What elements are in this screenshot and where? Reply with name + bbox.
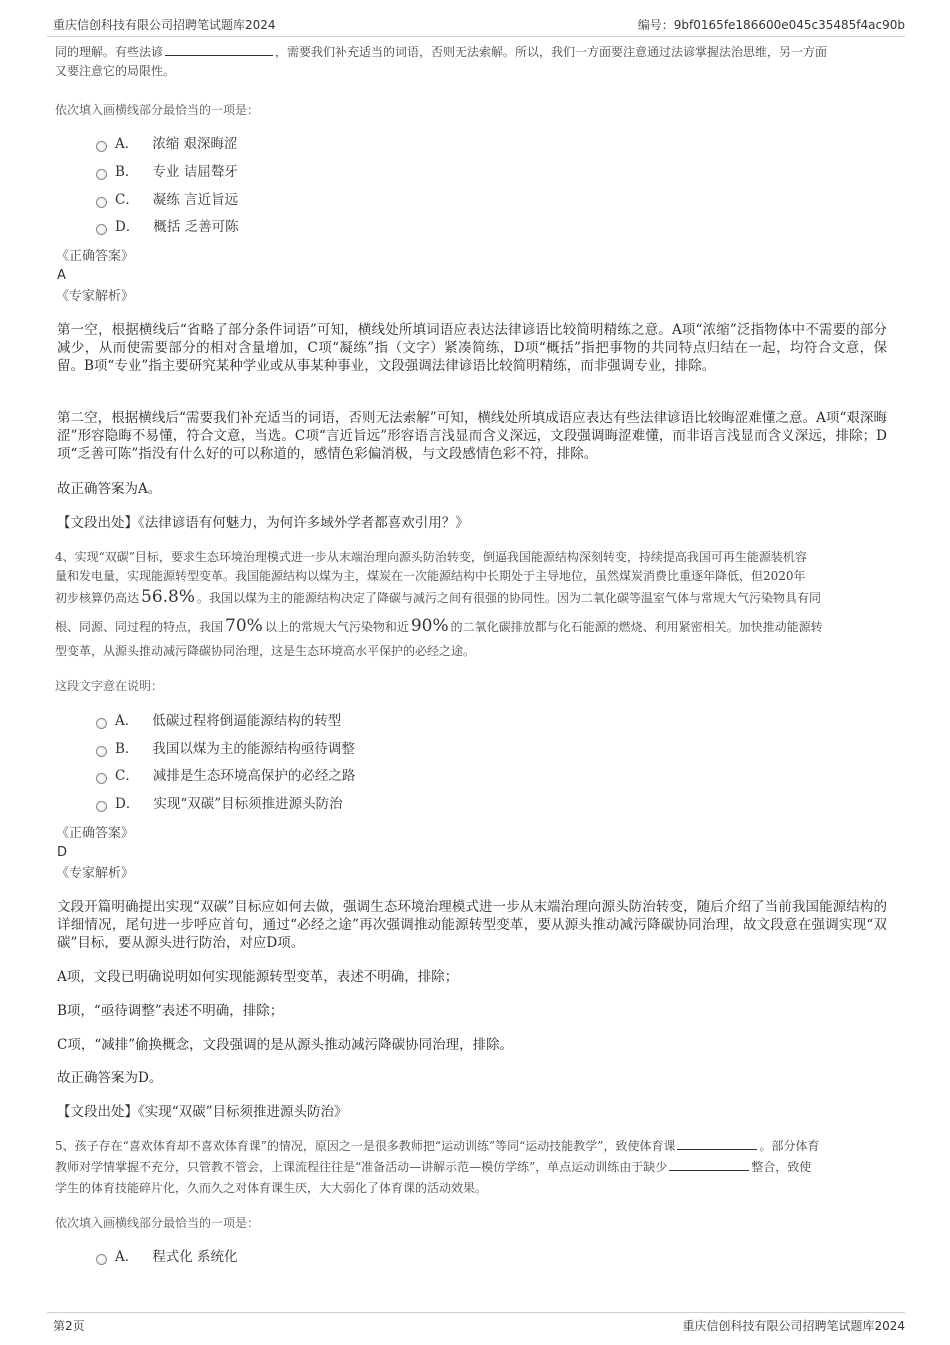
q4-option-d[interactable]: D． 实现“双碳”目标须推进源头防治	[96, 795, 343, 813]
q4-option-a[interactable]: A． 低碳过程将倒逼能源结构的转型	[96, 712, 341, 730]
q5-stem-line3: 学生的体育技能碎片化，久而久之对体育课生厌，大大弱化了体育课的活动效果。	[55, 1181, 488, 1195]
q3-analysis-para-1: 第一空，根据横线后“省略了部分条件词语”可知，横线处所填词语应表达法律谚语比较简明精练之意。A项“浓缩”泛指物体中不需要的部分减少，从而使需要部分的相对含量增加，C项“凝练”指（文字）紧凑简练，D项“概括”指把事物的共同特点归结在一起，均符合文意，保留。B项“专业”指主要研究某种学业或从事某种事业，文段强调法律谚语比较简明精练，而非强调专业，排除。	[57, 322, 887, 374]
figure-coal-share: 56.8%	[141, 587, 196, 607]
q3-analysis-label: 《专家解析》	[56, 289, 135, 304]
q5-stem-line2: 教师对学情掌握不充分，只管教不管会，上课流程往往是“准备活动—讲解示范—模仿学练”，单点运动训练由于缺少 整合，致使	[55, 1160, 812, 1174]
q4-answer: D	[57, 845, 68, 860]
figure-co2-share: 90%	[410, 616, 449, 636]
q3-prompt: 依次填入画横线部分最恰当的一项是：	[55, 103, 260, 117]
q4-stem-line5: 型变革，从源头推动减污降碳协同治理，这是生态环境高水平保护的必经之途。	[55, 644, 476, 658]
footer-page-number: 第2页	[53, 1319, 85, 1333]
q4-stem-line3: 初步核算仍高达 56.8% 。我国以煤为主的能源结构决定了降碳与减污之间有很强的协同性。因为二氧化碳等温室气体与常规大气污染物具有同	[55, 587, 822, 607]
fill-blank-2	[669, 1158, 749, 1171]
q4-stem-line4: 根、同源、同过程的特点，我国 70% 以上的常规大气污染物和近 90% 的二氧化碳排放都与化石能源的燃烧、利用紧密相关。加快推动能源转	[55, 616, 823, 636]
q4-stem-line2: 量和发电量，实现能源转型变革。我国能源结构以煤为主，煤炭在一次能源结构中长期处于主导地位，虽然煤炭消费比重逐年降低，但2020年	[55, 569, 806, 583]
q3-answer-label: 《正确答案》	[56, 249, 135, 264]
radio-icon[interactable]	[96, 169, 107, 180]
radio-icon[interactable]	[96, 773, 107, 784]
q3-analysis-conclusion: 故正确答案为A。	[57, 481, 162, 497]
q3-option-a[interactable]: A． 浓缩 艰深晦涩	[96, 135, 238, 153]
q3-answer: A	[57, 268, 66, 283]
q4-option-b[interactable]: B． 我国以煤为主的能源结构亟待调整	[96, 740, 355, 758]
radio-icon[interactable]	[96, 224, 107, 235]
q3-stem-line1: 同的理解。有些法谚 ，需要我们补充适当的词语，否则无法索解。所以，我们一方面要注意通过法谚掌握法治思维，另一方面	[55, 45, 828, 59]
q4-option-c[interactable]: C． 减排是生态环境高保护的必经之路	[96, 767, 355, 785]
q4-source: 【文段出处】《实现“双碳”目标须推进源头防治》	[57, 1104, 348, 1120]
q4-analysis-label: 《专家解析》	[56, 866, 135, 881]
header-code: 编号：9bf0165fe186600e045c35485f4ac90b	[637, 18, 905, 32]
q3-stem-line2: 又要注意它的局限性。	[55, 64, 176, 78]
q4-prompt: 这段文字意在说明：	[55, 679, 164, 693]
q5-prompt: 依次填入画横线部分最恰当的一项是：	[55, 1216, 260, 1230]
q3-analysis-para-2: 第二空，根据横线后“需要我们补充适当的词语，否则无法索解”可知，横线处所填成语应表达有些法律谚语比较晦涩难懂之意。A项“艰深晦涩”形容隐晦不易懂，符合文意，当选。C项“言近旨远”形容语言浅显而含义深远，文段强调晦涩难懂，而非语言浅显而含义深远，排除；D项“乏善可陈”指没有什么好的可以称道的，感情色彩偏消极，与文段感情色彩不符，排除。	[57, 410, 887, 462]
q3-option-b[interactable]: B． 专业 诘屈聱牙	[96, 163, 238, 181]
page-footer	[47, 1312, 905, 1337]
radio-icon[interactable]	[96, 801, 107, 812]
q3-option-d[interactable]: D． 概括 乏善可陈	[96, 218, 239, 236]
fill-blank-1	[165, 43, 273, 56]
q4-analysis-a: A项，文段已明确说明如何实现能源转型变革，表述不明确，排除；	[57, 969, 459, 985]
radio-icon[interactable]	[96, 141, 107, 152]
q5-stem-line1: 5、孩子存在“喜欢体育却不喜欢体育课”的情况，原因之一是很多教师把“运动训练”等同“运动技能教学”，致使体育课 。部分体育	[55, 1139, 820, 1153]
q4-analysis-c: C项，“减排”偷换概念，文段强调的是从源头推动减污降碳协同治理，排除。	[57, 1037, 514, 1053]
q4-analysis-b: B项，“亟待调整”表述不明确，排除；	[57, 1003, 284, 1019]
header-company: 重庆信创科技有限公司招聘笔试题库2024	[53, 18, 276, 32]
q3-option-c[interactable]: C． 凝练 言近旨远	[96, 191, 238, 209]
radio-icon[interactable]	[96, 197, 107, 208]
q4-stem-line1: 4、实现“双碳”目标，要求生态环境治理模式进一步从末端治理向源头防治转变，倒逼我国能源结构深刻转变，持续提高我国可再生能源装机容	[55, 550, 807, 564]
footer-company: 重庆信创科技有限公司招聘笔试题库2024	[682, 1319, 905, 1333]
radio-icon[interactable]	[96, 1254, 107, 1265]
figure-pollutants-share: 70%	[225, 616, 263, 636]
fill-blank-1	[677, 1137, 757, 1150]
q3-source: 【文段出处】《法律谚语有何魅力，为何许多域外学者都喜欢引用？》	[57, 515, 469, 531]
radio-icon[interactable]	[96, 718, 107, 729]
q4-answer-label: 《正确答案》	[56, 826, 135, 841]
q4-analysis-para-1: 文段开篇明确提出实现“双碳”目标应如何去做，强调生态环境治理模式进一步从末端治理向源头防治转变，随后介绍了当前我国能源结构的详细情况，尾句进一步呼应首句，通过“必经之途”再次强调推动能源转型变革，要从源头推动减污降碳协同治理，故文段意在强调实现“双碳”目标，要从源头进行防治，对应D项。	[57, 899, 887, 951]
q5-option-a[interactable]: A． 程式化 系统化	[96, 1248, 238, 1266]
radio-icon[interactable]	[96, 746, 107, 757]
q4-analysis-conclusion: 故正确答案为D。	[57, 1070, 163, 1086]
page-header	[47, 14, 905, 37]
